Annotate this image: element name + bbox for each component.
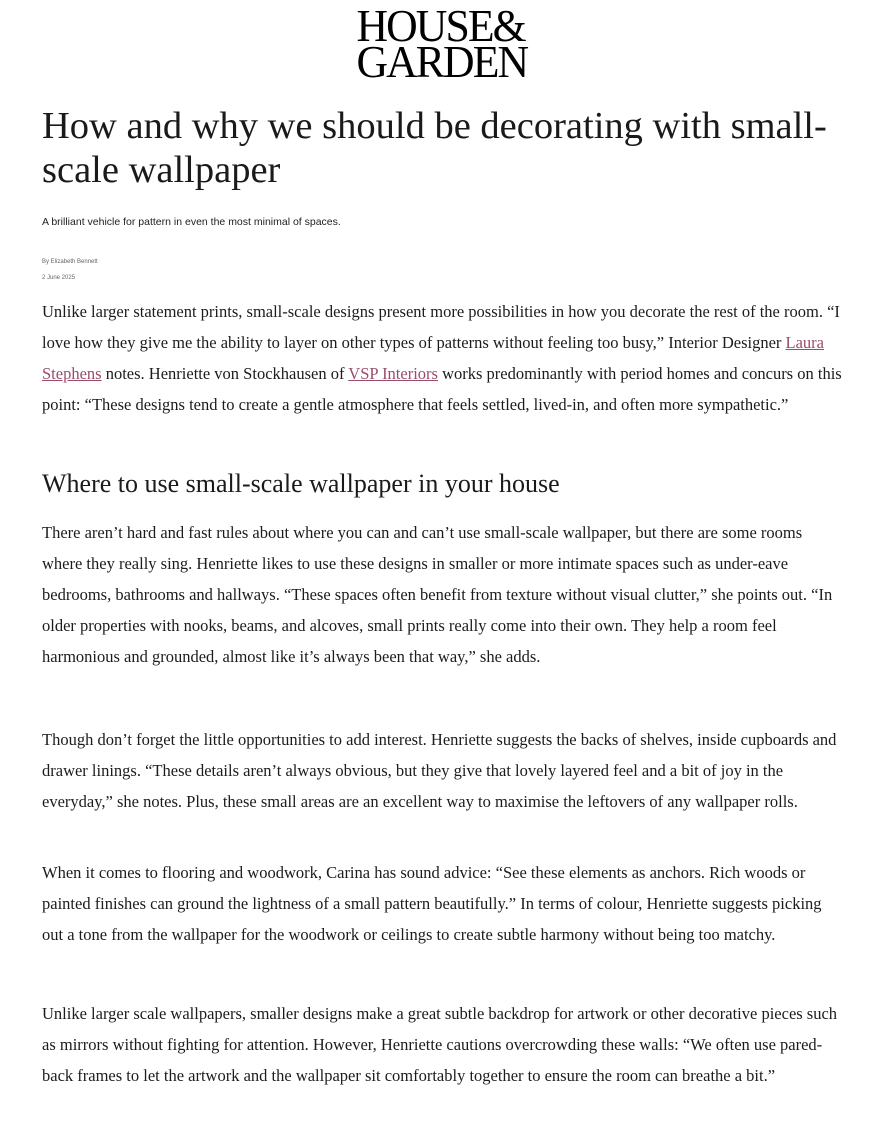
body-paragraph-3: When it comes to flooring and woodwork, Carina has sound advice: “See these elements as anchors. Rich woods or painted finishes can ground the lightness of a small pattern beautifully.” In terms of colour, Henriette suggests picking out a tone from the wallpaper for the woodwork or ceilings to create subtle harmony without being too matchy. (42, 863, 822, 944)
intro-paragraph (42, 296, 842, 420)
logo-line-2: GARDEN (356, 36, 528, 87)
intro-text-3: works predominantly with period homes and concurs on this point: “These designs tend to create a gentle atmosphere that feels settled, lived-in, and often more sympathetic.” (42, 364, 842, 414)
body-paragraph-4: Unlike larger scale wallpapers, smaller designs make a great subtle backdrop for artwork or other decorative pieces such as mirrors without fighting for attention. However, Henriette cautions overcrowding these walls: “We often use pared-back frames to let the artwork and the wallpaper sit comfortably together to ensure the room can breathe a bit.” (42, 1004, 838, 1085)
article-dek: A brilliant vehicle for pattern in even the most minimal of spaces. (42, 216, 341, 228)
logo-line-1: HOUSE& (356, 0, 525, 51)
section-subheading: Where to use small-scale wallpaper in your house (42, 469, 560, 498)
article-date: 2 June 2025 (42, 275, 76, 281)
intro-text-2: notes. Henriette von Stockhausen of (101, 364, 349, 383)
intro-text-1: Unlike larger statement prints, small-scale designs present more possibilities in how you decorate the rest of the room. “I love how they give me the ability to layer on other types of patterns without feeling too busy,” Interior Designer (42, 302, 840, 352)
laura-stephens-link[interactable]: Laura Stephens (42, 333, 825, 383)
vsp-interiors-link[interactable]: VSP Interiors (348, 364, 438, 383)
body-paragraph-1: There aren’t hard and fast rules about where you can and can’t use small-scale wallpaper, but there are some rooms where they really sing. Henriette likes to use these designs in smaller or more intimate spaces such as under-eave bedrooms, bathrooms and hallways. “These spaces often benefit from texture without visual clutter,” she points out. “In older properties with nooks, beams, and alcoves, small prints really come into their own. They help a room feel harmonious and grounded, almost like it’s always been that way,” she adds. (42, 523, 833, 666)
article-headline: How and why we should be decorating with small-scale wallpaper (42, 105, 827, 191)
article-byline: By Elizabeth Bennett (42, 259, 98, 265)
house-and-garden-logo[interactable] (356, 0, 528, 87)
masthead (0, 0, 884, 87)
body-paragraph-2: Though don’t forget the little opportunities to add interest. Henriette suggests the backs of shelves, inside cupboards and drawer linings. “These details aren’t always obvious, but they give that lovely layered feel and a bit of joy in the everyday,” she notes. Plus, these small areas are an excellent way to maximise the leftovers of any wallpaper rolls. (42, 730, 837, 811)
